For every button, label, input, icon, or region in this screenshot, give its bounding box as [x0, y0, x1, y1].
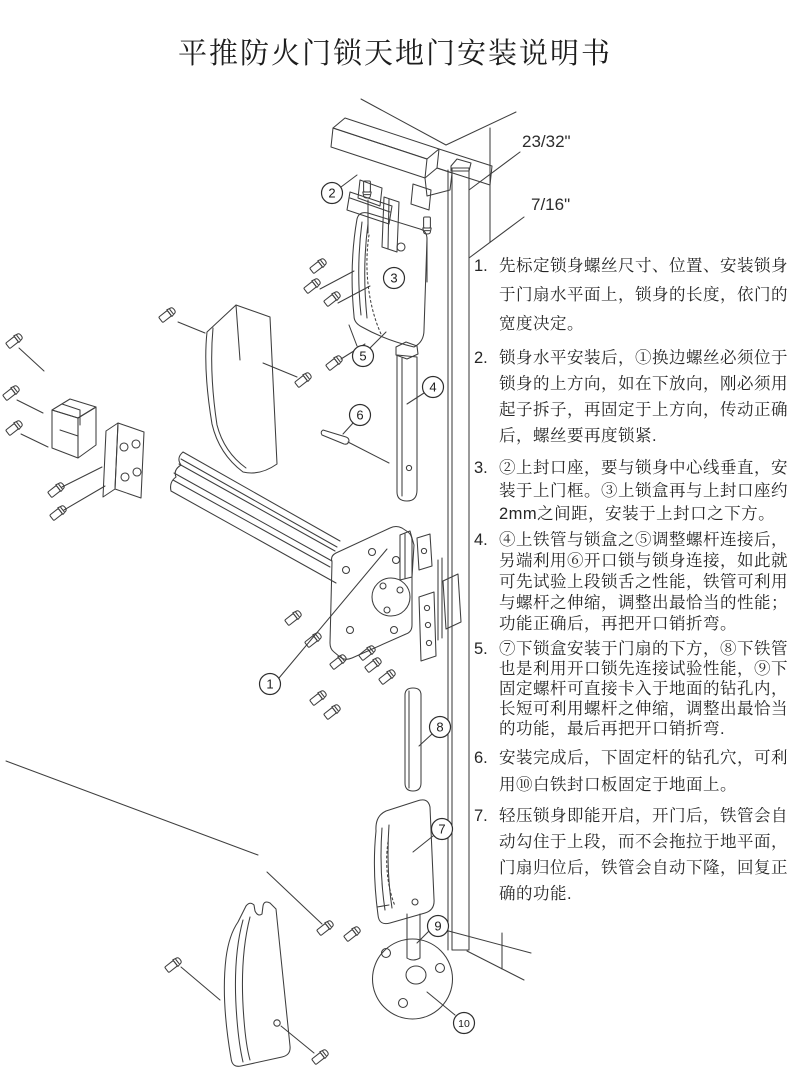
- callout-7: [432, 819, 453, 840]
- lower-fixing-rod: [407, 914, 429, 960]
- latch-disc: [372, 578, 410, 616]
- dimension-label-bottom: 7/16": [531, 195, 571, 214]
- instruction-item-5: [474, 639, 788, 739]
- svg-text:1: 1: [266, 676, 274, 692]
- instruction-number: 5.: [474, 640, 488, 658]
- svg-text:6: 6: [356, 407, 364, 423]
- callout-8: [430, 717, 451, 738]
- instruction-number: 6.: [474, 749, 488, 767]
- callout-5: [353, 346, 374, 367]
- instruction-text: 先标定锁身螺丝尺寸、位置、安装锁身于门扇水平面上，锁身的长度，依门的宽度决定。: [499, 257, 788, 333]
- instruction-number: 2.: [474, 349, 488, 367]
- callout-1: [260, 674, 281, 695]
- instruction-text: 锁身水平安装后，①换边螺丝必须位于锁身的上方向，如在下放向，刚必须用起子拆子，再固定于上方向，传动正确后，螺丝要再度锁紧.: [499, 349, 788, 445]
- page-title: 平推防火门锁天地门安装说明书: [177, 38, 612, 71]
- svg-text:4: 4: [429, 379, 437, 395]
- svg-text:2: 2: [328, 185, 336, 201]
- instruction-item-7: [474, 803, 788, 907]
- lower-lock-box: [267, 800, 434, 924]
- instruction-number: 4.: [474, 531, 488, 549]
- bracket-block: [17, 348, 96, 458]
- instruction-number: 7.: [474, 807, 488, 825]
- instruction-text: 安装完成后，下固定杆的钻孔穴，可利用⑩白铁封口板固定于地面上。: [499, 749, 788, 794]
- instruction-text: 轻压锁身即能开启，开门后，铁管会自动勾住于上段，而不会拖拉于地平面，门扇归位后，铁管会自动下隆，回复正确的功能.: [499, 807, 788, 903]
- callout-4: [423, 377, 444, 398]
- upper-cover: [178, 305, 297, 473]
- instruction-number: 3.: [474, 459, 488, 477]
- leader-2: [341, 175, 357, 187]
- instruction-item-6: [474, 745, 788, 799]
- mounting-plate: [62, 423, 144, 510]
- instruction-item-4: [474, 530, 788, 635]
- svg-text:10: 10: [458, 1018, 470, 1030]
- svg-text:5: 5: [359, 348, 367, 364]
- callout-9: [428, 916, 449, 937]
- callout-10: [454, 1013, 475, 1034]
- instruction-number: 1.: [474, 257, 488, 275]
- cotter-pin: [321, 423, 389, 463]
- dimension-label-top: 23/32": [522, 132, 571, 151]
- instruction-item-2: [474, 345, 788, 449]
- svg-text:3: 3: [390, 270, 398, 286]
- svg-text:9: 9: [434, 918, 442, 934]
- instruction-text: ②上封口座，要与锁身中心线垂直，安装于上门框。③上锁盒再与上封口座约2mm之间距，安装于上封口之下方。: [499, 459, 788, 523]
- instructions-panel: [474, 252, 788, 907]
- instruction-item-3: [474, 457, 788, 526]
- lower-iron-pipe: [405, 688, 432, 791]
- svg-text:8: 8: [436, 719, 444, 735]
- floor-seal-plate: [373, 939, 456, 1019]
- spring-coil: [367, 235, 381, 334]
- instruction-text: ⑦下锁盒安装于门扇的下方，⑧下铁管也是利用开口锁先连接试验性能，⑨下固定螺杆可直接卡入于地面的钻孔内，长短可利用螺杆之伸缩，调整出最恰当的功能，最后再把开口销折弯.: [499, 640, 788, 738]
- svg-text:7: 7: [438, 821, 446, 837]
- upper-iron-pipe: [396, 342, 424, 501]
- instruction-text: ④上铁管与锁盒之⑤调整螺杆连接后，另端利用⑥开口锁与锁身连接，如此就可先试验上段锁舌之性能，铁管可利用与螺杆之伸缩，调整出最恰当的性能；功能正确后，再把开口销折弯。: [499, 531, 788, 633]
- bottom-cover: [181, 902, 314, 1066]
- push-bar: [171, 452, 340, 583]
- instruction-item-1: [474, 252, 788, 339]
- callout-2: [322, 183, 343, 204]
- callout-3: [384, 268, 405, 289]
- callout-6: [350, 405, 371, 426]
- top-frame-beam: [331, 118, 492, 210]
